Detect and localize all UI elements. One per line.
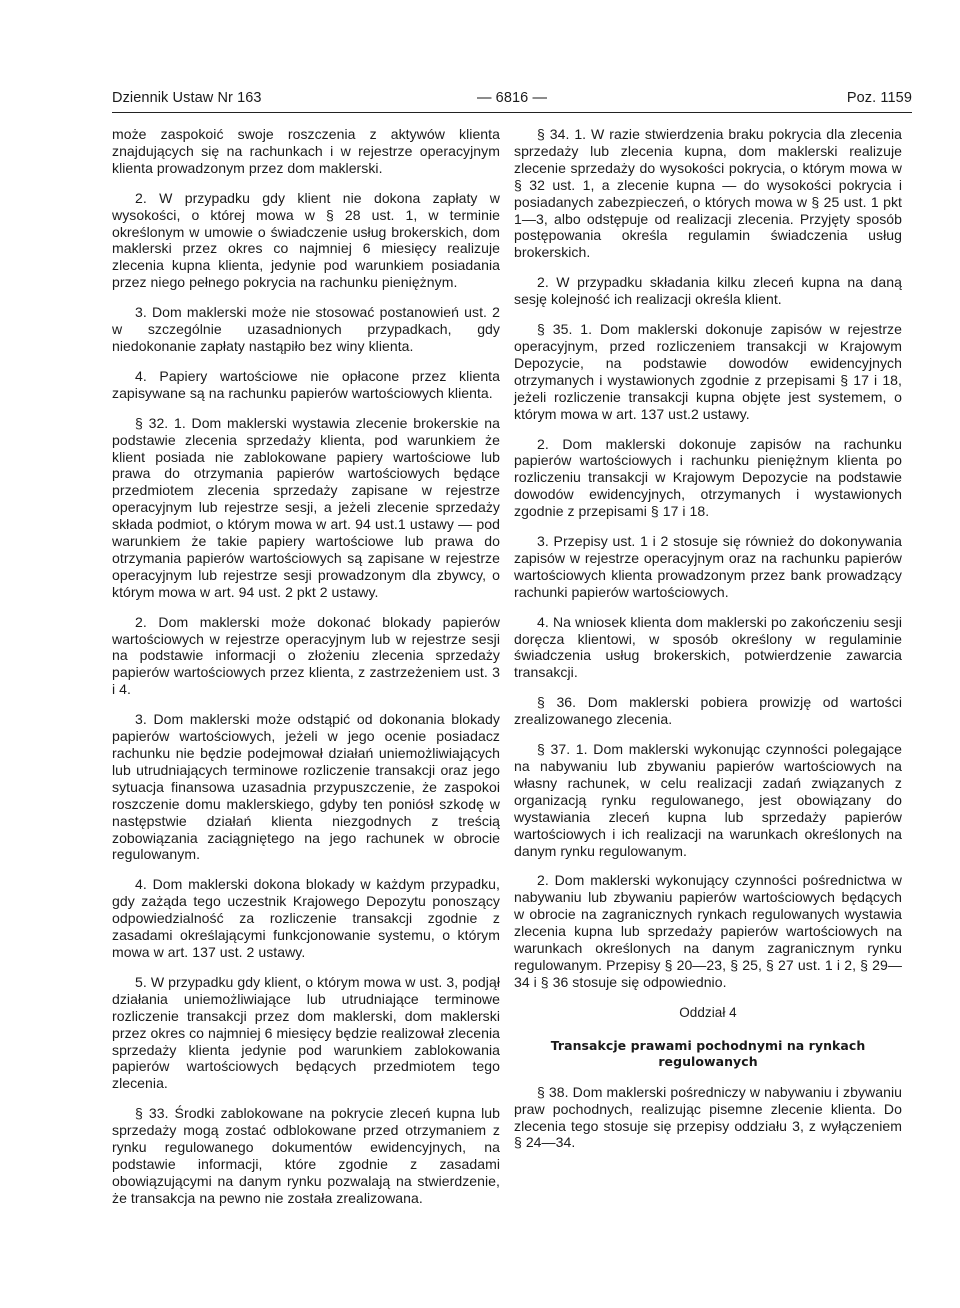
paragraph: 2. Dom maklerski dokonuje zapisów na rachunku papierów wartościowych i rachunku pieniężnym klienta po rozliczeniu transakcji w Krajowym Depozycie na podstawie dowodów ewidencyjnych, otrzymanych i wystawionych zgodnie z przepisami § 17 i 18. — [514, 435, 902, 520]
paragraph: 5. W przypadku gdy klient, o którym mowa w ust. 3, podjął działania uniemożliwiające lub utrudniające terminowe rozliczenie transakcji przez dom maklerski, dom maklerski przez okres co najmniej 6 miesięcy będzie realizował zlecenia sprzedaży klienta jedynie pod warunkiem zablokowania papierów wartościowych będących przedmiotem tego zlecenia. — [112, 973, 500, 1092]
paragraph: 3. Przepisy ust. 1 i 2 stosuje się również do dokonywania zapisów w rejestrze operacyjnym oraz na rachunku papierów wartościowych klienta prowadzonym przez bank prowadzący rachunki papierów wartościowych. — [514, 533, 902, 600]
section-title: Oddział 4 — [679, 1004, 737, 1020]
paragraph: § 33. Środki zablokowane na pokrycie zleceń kupna lub sprzedaży mogą zostać odblokowane przed otrzymaniem z rynku regulowanego dokumentów ewidencyjnych, na podstawie informacji, które zgodnie z zasadami obowiązującymi na danym rynku pozwalają na stwierdzenie, że transakcja na pewno nie została zrealizowana. — [112, 1105, 500, 1206]
paragraph: 3. Dom maklerski może odstąpić od dokonania blokady papierów wartościowych, jeżeli w jego ocenie posiadacz rachunku nie będzie podejmował działań uniemożliwiających lub utrudniających terminowe rozliczenie transakcji oraz jego sytuacja finansowa uzasadnia przypuszczenie, że zaspokoi roszczenie domu maklerskiego, gdyby ten poniósł szkodę w następstwie działań klienta niezgodnych z treścią zobowiązania zaciągniętego na jego rachunek w obrocie regulowanym. — [112, 711, 500, 863]
paragraph: 4. Na wniosek klienta dom maklerski po zakończeniu sesji doręcza klientowi, w sposób określony w regulaminie świadczenia usług brokerskich, potwierdzenie zawarcia transakcji. — [514, 613, 902, 681]
paragraph: 2. Dom maklerski wykonujący czynności pośrednictwa w nabywaniu lub zbywaniu papierów wartościowych będących w obrocie na zagranicznych rynkach regulowanych wystawia zlecenia kupna lub sprzedaży papierów wartościowych na warunkach określonych na danym zagranicznym rynku regulowanym. Przepisy § 20—23, § 25, § 27 ust. 1 i 2, § 29—34 i § 36 stosuje się odpowiednio. — [514, 872, 902, 990]
paragraph: 2. W przypadku składania kilku zleceń kupna na daną sesję kolejność ich realizacji określa klient. — [514, 274, 902, 308]
paragraph: § 35. 1. Dom maklerski dokonuje zapisów w rejestrze operacyjnym, przed rozliczeniem transakcji w Krajowym Depozycie, na podstawie dowodów ewidencyjnych otrzymanych i wystawionych zgodnie z przepisami § 17 i 18, jeżeli rozliczenie transakcji kupna objęte jest systemem, o którym mowa w art. 137 ust.2 ustawy. — [514, 321, 902, 422]
header-divider — [112, 112, 912, 113]
paragraph: § 37. 1. Dom maklerski wykonując czynności polegające na nabywaniu lub zbywaniu papierów wartościowych na własny rachunek, w celu realizacji zadań związanych z organizacją rynku regulowanego, jest obowiązany do wystawiania zleceń kupna lub sprzedaży papierów wartościowych i ich realizacji na warunkach określonych na danym rynku regulowanym. — [514, 741, 902, 859]
paragraph: § 32. 1. Dom maklerski wystawia zlecenie brokerskie na podstawie zlecenia sprzedaży klienta, pod warunkiem że klient posiada nie zablokowane papiery wartościowe lub prawa do otrzymania papierów wartościowych będące przedmiotem zlecenia sprzedaży zapisane w rejestrze operacyjnym lub rejestrze sesji, a jeżeli zlecenie sprzedaży składa podmiot, o którym mowa w art. 94 ust.1 ustawy — pod warunkiem że takie papiery wartościowe lub prawa do otrzymania papierów wartościowych są zapisane w rejestrze operacyjnym lub rejestrze sesji prowadzonym dla zbywcy, o którym mowa w art. 94 ust. 2 pkt 2 ustawy. — [112, 414, 500, 600]
paragraph: 3. Dom maklerski może nie stosować postanowień ust. 2 w szczególnie uzasadnionych przypadkach, gdy niedokonanie zapłaty nastąpiło bez winy klienta. — [112, 304, 500, 354]
paragraph: 2. W przypadku gdy klient nie dokona zapłaty w wysokości, o której mowa w § 28 ust. 1, w terminie określonym w umowie o świadczenie usług brokerskich, dom maklerski przez okres co najmniej 6 miesięcy realizuje zlecenia kupna klienta, jedynie pod warunkiem posiadania przez niego pełnego pokrycia na rachunku pieniężnym. — [112, 189, 500, 291]
item-number: Poz. 1159 — [846, 90, 912, 106]
section-subtitle: Transakcje prawami pochodnymi na rynkach regulowanych — [550, 1037, 866, 1069]
left-column — [112, 126, 500, 1220]
paragraph: 4. Dom maklerski dokona blokady w każdym przypadku, gdy zażąda tego uczestnik Krajowego Depozytu ponoszący odpowiedzialność za rozliczenie transakcji zgodnie z zasadami określającymi funkcjonowanie systemu, o którym mowa w art. 137 ust. 2 ustawy. — [112, 876, 500, 960]
page-number: — 6816 — — [476, 90, 548, 106]
paragraph: może zaspokoić swoje roszczenia z aktywów klienta znajdujących się na rachunkach i w rejestrze operacyjnym klienta prowadzonym przez dom maklerski. — [112, 126, 500, 176]
paragraph: § 38. Dom maklerski pośredniczy w nabywaniu i zbywaniu praw pochodnych, realizując pisemne zlecenie klienta. Do zlecenia tego stosuje się przepisy oddziału 3, z wyłączeniem § 24—34. — [514, 1083, 902, 1151]
paragraph: 4. Papiery wartościowe nie opłacone przez klienta zapisywane są na rachunku papierów wartościowych klienta. — [112, 367, 500, 401]
journal-title: Dziennik Ustaw Nr 163 — [112, 90, 262, 106]
right-column — [514, 126, 902, 1164]
paragraph: § 34. 1. W razie stwierdzenia braku pokrycia dla zlecenia sprzedaży lub zlecenia kupna, dom maklerski realizuje zlecenie sprzedaży do wysokości pokrycia, o którym mowa w § 32 ust. 1, a zlecenie kupna — do wysokości pokrycia i posiadanych zabezpieczeń, o których mowa w § 25 ust. 1 pkt 1—3, albo odstępuje od realizacji zlecenia. Przyjęty sposób postępowania określa regulamin świadczenia usług brokerskich. — [514, 126, 902, 261]
paragraph: 2. Dom maklerski może dokonać blokady papierów wartościowych w rejestrze operacyjnym lub w rejestrze sesji na podstawie informacji o złożeniu zlecenia sprzedaży papierów wartościowych przez klienta, z zastrzeżeniem ust. 3 i 4. — [112, 613, 500, 698]
paragraph: § 36. Dom maklerski pobiera prowizję od wartości zrealizowanego zlecenia. — [514, 694, 902, 728]
